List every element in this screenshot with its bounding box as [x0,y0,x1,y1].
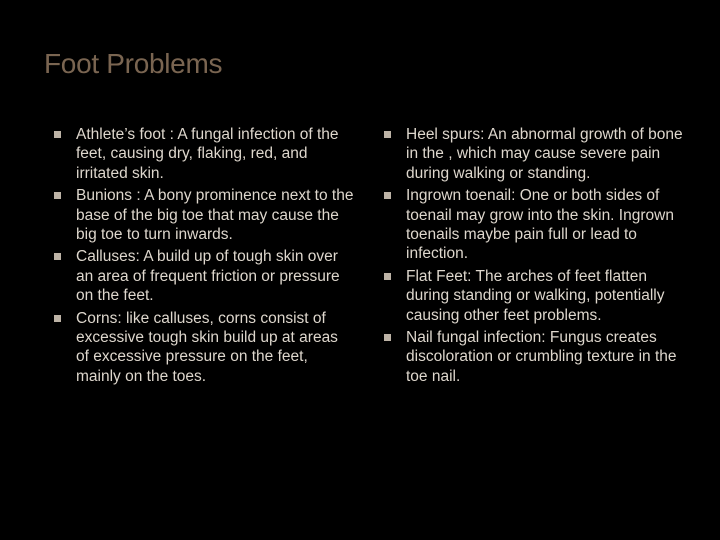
square-bullet-icon [384,192,391,199]
square-bullet-icon [54,192,61,199]
square-bullet-icon [384,334,391,341]
list-item-text: Flat Feet: The arches of feet flatten during standing or walking, potentially causing other feet problems. [406,267,665,324]
square-bullet-icon [54,253,61,260]
list-item-text: Athlete’s foot : A fungal infection of the feet, causing dry, flaking, red, and irritated skin. [76,126,339,182]
left-bullet-list [54,125,354,389]
list-item [54,125,354,183]
list-item-text: Bunions : A bony prominence next to the base of the big toe that may cause the big toe to turn inwards. [76,187,354,244]
list-item-text: Corns: like calluses, corns consist of excessive tough skin build up at areas of excessive pressure on the feet, mainly on the toes. [76,309,338,385]
list-item [54,247,354,305]
square-bullet-icon [384,131,391,138]
list-item-text: Heel spurs: An abnormal growth of bone in the , which may cause severe pain during walking or standing. [406,126,683,182]
right-bullet-list [384,125,684,389]
list-item-text: Ingrown toenail: One or both sides of toenail may grow into the skin. Ingrown toenails maybe pain full or lead to infection. [406,187,674,263]
list-item [384,125,684,183]
list-item-text: Calluses: A build up of tough skin over an area of frequent friction or pressure on the feet. [76,248,340,305]
list-item [384,186,684,264]
square-bullet-icon [384,273,391,280]
square-bullet-icon [54,315,61,322]
list-item-text: Nail fungal infection: Fungus creates discoloration or crumbling texture in the toe nail. [406,329,677,385]
square-bullet-icon [54,131,61,138]
list-item [54,309,354,387]
list-item [54,186,354,244]
list-item [384,267,684,325]
list-item [384,328,684,386]
slide-title: Foot Problems [44,48,223,79]
